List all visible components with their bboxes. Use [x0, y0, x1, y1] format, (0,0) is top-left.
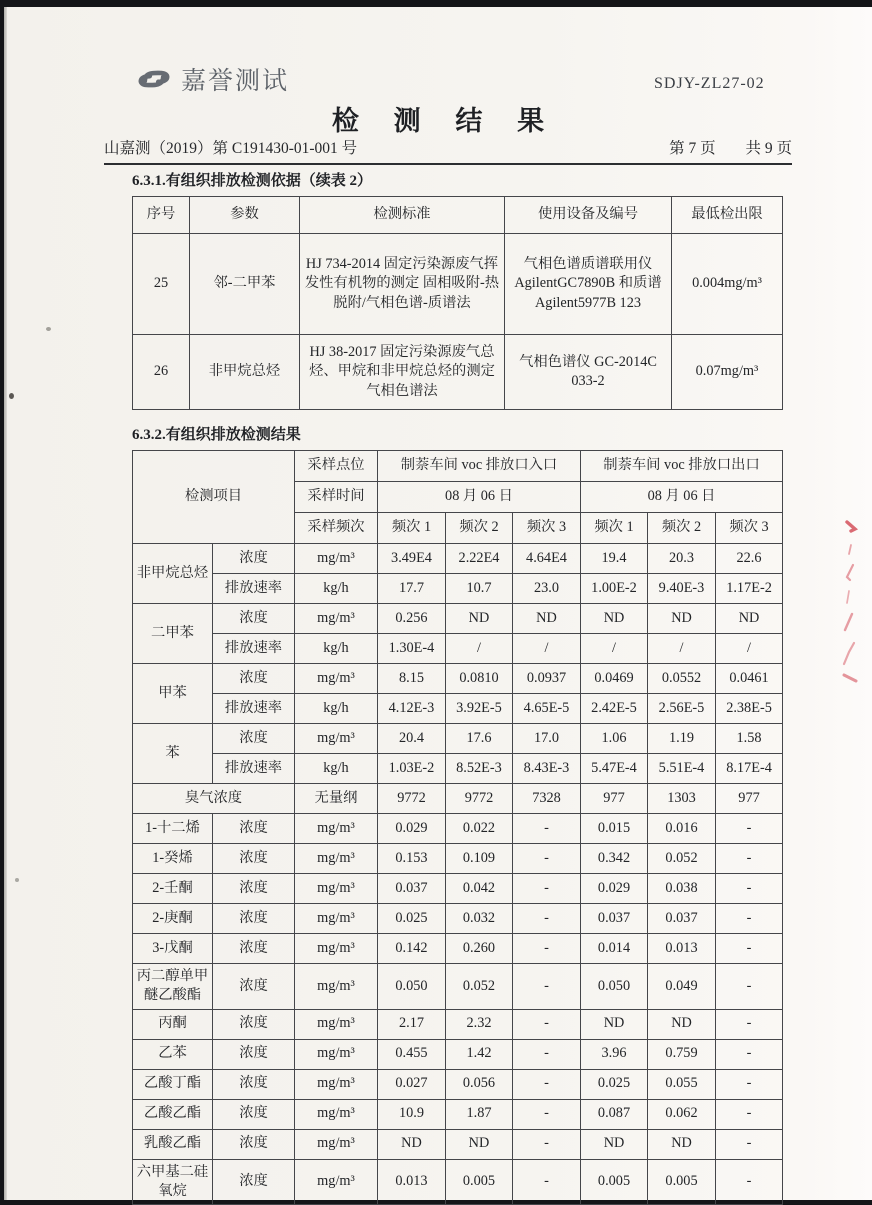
- value-cell: 0.037: [378, 874, 446, 904]
- value-cell: 2.38E-5: [716, 694, 783, 724]
- value-cell: 5.47E-4: [581, 754, 648, 784]
- value-cell: 0.050: [581, 964, 648, 1010]
- value-cell: 0.029: [581, 874, 648, 904]
- value-cell: /: [513, 634, 581, 664]
- value-cell: ND: [446, 604, 513, 634]
- metric-label: 排放速率: [213, 694, 295, 724]
- value-cell: 0.260: [446, 934, 513, 964]
- value-cell: 4.65E-5: [513, 694, 581, 724]
- unit-label: mg/m³: [295, 844, 378, 874]
- parameter-name: 2-庚酮: [133, 904, 213, 934]
- metric-label: 浓度: [213, 814, 295, 844]
- value-cell: 0.025: [378, 904, 446, 934]
- value-cell: ND: [581, 1129, 648, 1159]
- unit-label: mg/m³: [295, 1039, 378, 1069]
- parameter-name: 邻-二甲苯: [190, 234, 300, 335]
- value-cell: 8.43E-3: [513, 754, 581, 784]
- value-cell: 0.0552: [648, 664, 716, 694]
- standard-text: HJ 38-2017 固定污染源废气总烃、甲烷和非甲烷总烃的测定 气相色谱法: [300, 335, 505, 410]
- value-cell: 0.0810: [446, 664, 513, 694]
- current-page: 第 7 页: [669, 140, 716, 157]
- value-cell: 9772: [446, 784, 513, 814]
- sampling-point-inlet: 制萘车间 voc 排放口入口: [378, 451, 581, 482]
- value-cell: /: [648, 634, 716, 664]
- parameter-name: 丙二醇单甲醚乙酸酯: [133, 964, 213, 1010]
- company-name: 嘉誉测试: [181, 61, 289, 97]
- parameter-name: 2-壬酮: [133, 874, 213, 904]
- value-cell: ND: [648, 604, 716, 634]
- value-cell: 0.037: [581, 904, 648, 934]
- scan-speck: [15, 878, 19, 882]
- value-cell: 0.013: [378, 1159, 446, 1205]
- value-cell: 9.40E-3: [648, 574, 716, 604]
- value-cell: -: [513, 964, 581, 1010]
- value-cell: -: [716, 1009, 783, 1039]
- row-number: 26: [133, 335, 190, 410]
- unit-label: mg/m³: [295, 1069, 378, 1099]
- value-cell: 7328: [513, 784, 581, 814]
- value-cell: 0.027: [378, 1069, 446, 1099]
- value-cell: ND: [581, 1009, 648, 1039]
- value-cell: 0.025: [581, 1069, 648, 1099]
- value-cell: -: [513, 1159, 581, 1205]
- value-cell: 17.6: [446, 724, 513, 754]
- value-cell: 4.64E4: [513, 544, 581, 574]
- value-cell: 0.062: [648, 1099, 716, 1129]
- value-cell: ND: [648, 1129, 716, 1159]
- page-title: 检 测 结 果: [4, 99, 872, 138]
- unit-label: kg/h: [295, 694, 378, 724]
- value-cell: -: [716, 874, 783, 904]
- basis-table: [132, 196, 783, 410]
- detection-limit: 0.07mg/m³: [672, 335, 783, 410]
- value-cell: /: [716, 634, 783, 664]
- parameter-name: 3-戊酮: [133, 934, 213, 964]
- unit-label: mg/m³: [295, 934, 378, 964]
- value-cell: 977: [716, 784, 783, 814]
- metric-label: 浓度: [213, 604, 295, 634]
- form-code: SDJY-ZL27-02: [654, 75, 765, 93]
- value-cell: 17.0: [513, 724, 581, 754]
- value-cell: 0.022: [446, 814, 513, 844]
- value-cell: 1.19: [648, 724, 716, 754]
- value-cell: 0.014: [581, 934, 648, 964]
- col-header-sampling-point: 采样点位: [295, 451, 378, 482]
- col-header-parameter: 参数: [190, 197, 300, 234]
- value-cell: 0.029: [378, 814, 446, 844]
- report-body: [132, 169, 782, 1205]
- value-cell: 1303: [648, 784, 716, 814]
- parameter-name: 六甲基二硅氧烷: [133, 1159, 213, 1205]
- metric-label: 浓度: [213, 844, 295, 874]
- unit-label: kg/h: [295, 574, 378, 604]
- scan-edge-shadow: [4, 7, 7, 1200]
- value-cell: -: [513, 1099, 581, 1129]
- value-cell: ND: [581, 604, 648, 634]
- value-cell: 0.013: [648, 934, 716, 964]
- value-cell: 0.052: [446, 964, 513, 1010]
- metric-label: 浓度: [213, 724, 295, 754]
- value-cell: -: [513, 1009, 581, 1039]
- value-cell: 0.037: [648, 904, 716, 934]
- value-cell: 0.052: [648, 844, 716, 874]
- report-subheader: [104, 136, 792, 165]
- unit-label: mg/m³: [295, 874, 378, 904]
- parameter-name: 乳酸乙酯: [133, 1129, 213, 1159]
- unit-label: mg/m³: [295, 1129, 378, 1159]
- value-cell: -: [513, 1069, 581, 1099]
- value-cell: 2.32: [446, 1009, 513, 1039]
- value-cell: 8.52E-3: [446, 754, 513, 784]
- unit-label: mg/m³: [295, 964, 378, 1010]
- scanned-page: [4, 7, 872, 1200]
- parameter-name: 苯: [133, 724, 213, 784]
- section-title-basis: 6.3.1.有组织排放检测依据（续表 2）: [132, 169, 782, 190]
- equipment-text: 气相色谱仪 GC-2014C 033-2: [505, 335, 672, 410]
- metric-label: 浓度: [213, 934, 295, 964]
- unit-label: mg/m³: [295, 1159, 378, 1205]
- parameter-name: 二甲苯: [133, 604, 213, 664]
- value-cell: 0.049: [648, 964, 716, 1010]
- value-cell: 1.87: [446, 1099, 513, 1129]
- metric-label: 浓度: [213, 1159, 295, 1205]
- value-cell: -: [513, 904, 581, 934]
- value-cell: ND: [446, 1129, 513, 1159]
- detection-limit: 0.004mg/m³: [672, 234, 783, 335]
- report-number: 山嘉测（2019）第 C191430-01-001 号: [104, 136, 357, 158]
- parameter-name: 臭气浓度: [133, 784, 295, 814]
- value-cell: 0.005: [446, 1159, 513, 1205]
- value-cell: -: [716, 1129, 783, 1159]
- sampling-point-outlet: 制萘车间 voc 排放口出口: [581, 451, 783, 482]
- value-cell: 20.4: [378, 724, 446, 754]
- value-cell: 17.7: [378, 574, 446, 604]
- value-cell: -: [513, 934, 581, 964]
- metric-label: 排放速率: [213, 634, 295, 664]
- value-cell: 0.055: [648, 1069, 716, 1099]
- value-cell: 0.109: [446, 844, 513, 874]
- unit-label: mg/m³: [295, 1099, 378, 1129]
- value-cell: 4.12E-3: [378, 694, 446, 724]
- value-cell: 0.005: [581, 1159, 648, 1205]
- scan-speck: [46, 327, 51, 331]
- parameter-name: 非甲烷总烃: [133, 544, 213, 604]
- value-cell: 0.056: [446, 1069, 513, 1099]
- unit-label: 无量纲: [295, 784, 378, 814]
- col-header-detection-limit: 最低检出限: [672, 197, 783, 234]
- parameter-name: 甲苯: [133, 664, 213, 724]
- value-cell: 8.17E-4: [716, 754, 783, 784]
- value-cell: -: [716, 934, 783, 964]
- value-cell: 1.03E-2: [378, 754, 446, 784]
- parameter-name: 乙酸乙酯: [133, 1099, 213, 1129]
- knot-logo-icon: [136, 61, 172, 97]
- page-indicator: [643, 136, 792, 158]
- value-cell: -: [716, 1069, 783, 1099]
- value-cell: -: [716, 814, 783, 844]
- total-pages: 共 9 页: [745, 140, 792, 157]
- value-cell: 0.032: [446, 904, 513, 934]
- row-number: 25: [133, 234, 190, 335]
- value-cell: 0.342: [581, 844, 648, 874]
- value-cell: -: [716, 844, 783, 874]
- parameter-name: 乙酸丁酯: [133, 1069, 213, 1099]
- col-header-index: 序号: [133, 197, 190, 234]
- value-cell: 1.17E-2: [716, 574, 783, 604]
- value-cell: 5.51E-4: [648, 754, 716, 784]
- value-cell: 0.050: [378, 964, 446, 1010]
- value-cell: 0.0461: [716, 664, 783, 694]
- metric-label: 浓度: [213, 1099, 295, 1129]
- value-cell: 977: [581, 784, 648, 814]
- frequency-label: 频次 3: [513, 513, 581, 544]
- col-header-equipment: 使用设备及编号: [505, 197, 672, 234]
- value-cell: 1.00E-2: [581, 574, 648, 604]
- value-cell: 2.22E4: [446, 544, 513, 574]
- parameter-name: 1-癸烯: [133, 844, 213, 874]
- unit-label: mg/m³: [295, 814, 378, 844]
- value-cell: ND: [513, 604, 581, 634]
- value-cell: 0.455: [378, 1039, 446, 1069]
- col-header-standard: 检测标准: [300, 197, 505, 234]
- unit-label: mg/m³: [295, 604, 378, 634]
- value-cell: 2.17: [378, 1009, 446, 1039]
- value-cell: -: [716, 964, 783, 1010]
- value-cell: ND: [378, 1129, 446, 1159]
- value-cell: -: [513, 874, 581, 904]
- value-cell: 19.4: [581, 544, 648, 574]
- frequency-label: 频次 1: [581, 513, 648, 544]
- value-cell: 0.038: [648, 874, 716, 904]
- value-cell: -: [716, 1099, 783, 1129]
- section-title-results: 6.3.2.有组织排放检测结果: [132, 423, 782, 444]
- value-cell: ND: [648, 1009, 716, 1039]
- unit-label: mg/m³: [295, 724, 378, 754]
- value-cell: 0.0937: [513, 664, 581, 694]
- parameter-name: 丙酮: [133, 1009, 213, 1039]
- sampling-date: 08 月 06 日: [378, 482, 581, 513]
- col-header-item: 检测项目: [133, 451, 295, 544]
- value-cell: -: [716, 1039, 783, 1069]
- value-cell: 23.0: [513, 574, 581, 604]
- value-cell: 22.6: [716, 544, 783, 574]
- value-cell: 3.49E4: [378, 544, 446, 574]
- value-cell: 1.06: [581, 724, 648, 754]
- frequency-label: 频次 3: [716, 513, 783, 544]
- value-cell: /: [581, 634, 648, 664]
- company-logo: [136, 61, 289, 97]
- frequency-label: 频次 2: [446, 513, 513, 544]
- unit-label: mg/m³: [295, 544, 378, 574]
- value-cell: -: [716, 1159, 783, 1205]
- parameter-name: 非甲烷总烃: [190, 335, 300, 410]
- value-cell: -: [513, 814, 581, 844]
- scan-speck: [9, 393, 14, 399]
- value-cell: 0.042: [446, 874, 513, 904]
- metric-label: 浓度: [213, 874, 295, 904]
- value-cell: -: [513, 1129, 581, 1159]
- results-table: [132, 450, 783, 1205]
- parameter-name: 乙苯: [133, 1039, 213, 1069]
- sampling-date: 08 月 06 日: [581, 482, 783, 513]
- value-cell: 8.15: [378, 664, 446, 694]
- value-cell: 3.92E-5: [446, 694, 513, 724]
- unit-label: mg/m³: [295, 664, 378, 694]
- value-cell: 0.759: [648, 1039, 716, 1069]
- metric-label: 浓度: [213, 1129, 295, 1159]
- frequency-label: 频次 2: [648, 513, 716, 544]
- value-cell: 9772: [378, 784, 446, 814]
- value-cell: 1.42: [446, 1039, 513, 1069]
- value-cell: 0.142: [378, 934, 446, 964]
- value-cell: 10.9: [378, 1099, 446, 1129]
- value-cell: 2.56E-5: [648, 694, 716, 724]
- parameter-name: 1-十二烯: [133, 814, 213, 844]
- frequency-label: 频次 1: [378, 513, 446, 544]
- metric-label: 浓度: [213, 664, 295, 694]
- unit-label: kg/h: [295, 634, 378, 664]
- unit-label: mg/m³: [295, 1009, 378, 1039]
- value-cell: 0.005: [648, 1159, 716, 1205]
- value-cell: 3.96: [581, 1039, 648, 1069]
- value-cell: 0.153: [378, 844, 446, 874]
- value-cell: 20.3: [648, 544, 716, 574]
- value-cell: 2.42E-5: [581, 694, 648, 724]
- col-header-sampling-frequency: 采样频次: [295, 513, 378, 544]
- unit-label: mg/m³: [295, 904, 378, 934]
- metric-label: 浓度: [213, 544, 295, 574]
- metric-label: 浓度: [213, 1069, 295, 1099]
- value-cell: -: [513, 844, 581, 874]
- metric-label: 浓度: [213, 964, 295, 1010]
- value-cell: 10.7: [446, 574, 513, 604]
- col-header-sampling-time: 采样时间: [295, 482, 378, 513]
- unit-label: kg/h: [295, 754, 378, 784]
- value-cell: ND: [716, 604, 783, 634]
- value-cell: 1.30E-4: [378, 634, 446, 664]
- metric-label: 排放速率: [213, 574, 295, 604]
- value-cell: 0.256: [378, 604, 446, 634]
- value-cell: /: [446, 634, 513, 664]
- metric-label: 浓度: [213, 1009, 295, 1039]
- red-ink-marks: [834, 517, 866, 692]
- value-cell: 0.016: [648, 814, 716, 844]
- value-cell: 0.015: [581, 814, 648, 844]
- value-cell: 1.58: [716, 724, 783, 754]
- metric-label: 浓度: [213, 1039, 295, 1069]
- value-cell: 0.087: [581, 1099, 648, 1129]
- equipment-text: 气相色谱质谱联用仪 AgilentGC7890B 和质谱 Agilent5977B 123: [505, 234, 672, 335]
- value-cell: 0.0469: [581, 664, 648, 694]
- standard-text: HJ 734-2014 固定污染源废气挥发性有机物的测定 固相吸附-热脱附/气相色谱-质谱法: [300, 234, 505, 335]
- metric-label: 排放速率: [213, 754, 295, 784]
- value-cell: -: [716, 904, 783, 934]
- value-cell: -: [513, 1039, 581, 1069]
- metric-label: 浓度: [213, 904, 295, 934]
